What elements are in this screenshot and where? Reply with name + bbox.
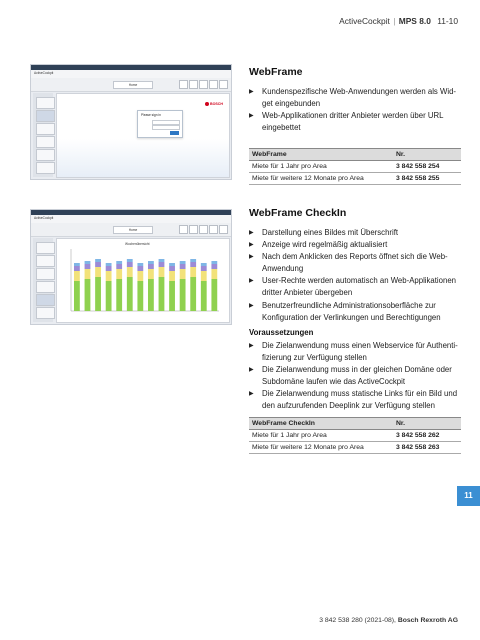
chart-bar-segment <box>95 262 101 267</box>
stacked-bar-chart <box>65 247 223 319</box>
chart-bar-segment <box>211 279 217 311</box>
toolbar-icon <box>209 225 218 234</box>
sidebar-thumbnail <box>36 294 55 306</box>
chart-bar-segment <box>148 279 154 311</box>
bullet-item: ▶ Anzeige wird regelmäßig aktualisiert <box>249 239 461 251</box>
table-header-row <box>249 149 461 161</box>
chart-bar-segment <box>137 266 143 271</box>
section-title-webframe-checkin: WebFrame CheckIn <box>249 207 347 219</box>
chart-bar-segment <box>85 269 91 279</box>
login-field <box>152 125 180 130</box>
chart-bar-segment <box>95 259 101 262</box>
toolbar-icon <box>219 80 228 89</box>
footer <box>319 617 458 624</box>
screenshot-sidebar <box>33 238 53 322</box>
chart-bar-segment <box>116 269 122 279</box>
chart-bar-segment <box>127 259 133 262</box>
chart-bar-segment <box>127 277 133 311</box>
table-cell: Miete für weitere 12 Monate pro Area <box>249 173 393 185</box>
chart-bar-segment <box>116 264 122 269</box>
chart-bar-segment <box>106 266 112 271</box>
sidebar-thumbnail <box>36 281 55 293</box>
table-row <box>249 430 461 442</box>
bullet-item: ▶ Darstellung eines Bildes mit Überschrift <box>249 227 461 239</box>
chart-bar-segment <box>159 259 165 262</box>
table-cell: 3 842 558 263 <box>393 442 461 454</box>
prerequisites-title: Voraussetzungen <box>249 328 314 337</box>
sidebar-thumbnail <box>36 307 55 319</box>
toolbar-icon <box>209 80 218 89</box>
chart-bar-segment <box>137 271 143 281</box>
chart-bar-segment <box>106 263 112 266</box>
table-header-cell: WebFrame CheckIn <box>249 418 393 430</box>
screenshot-sidebar <box>33 93 53 177</box>
bullet-item: ▶ Die Zielanwendung muss einen Webservice für Authenti- fizierung zur Verfügung stellen <box>249 340 461 364</box>
toolbar-icon <box>179 80 188 89</box>
chart-bar-segment <box>148 264 154 269</box>
chart-bar-segment <box>159 262 165 267</box>
sidebar-thumbnail <box>36 110 55 122</box>
chart-bar-segment <box>169 271 175 281</box>
screenshot-main-area <box>56 238 230 323</box>
section-title-webframe: WebFrame <box>249 66 303 78</box>
bullet-list-webframe-checkin <box>249 227 461 324</box>
chart-bar-segment <box>106 281 112 311</box>
prerequisites-list <box>249 340 461 413</box>
header-product: ActiveCockpit <box>339 16 390 26</box>
chart-bar-segment <box>148 261 154 264</box>
table-cell: Miete für weitere 12 Monate pro Area <box>249 442 393 454</box>
chart-bar-segment <box>85 261 91 264</box>
login-button <box>170 131 179 135</box>
chart-bar-segment <box>74 281 80 311</box>
toolbar-icon <box>219 225 228 234</box>
chart-bar-segment <box>180 264 186 269</box>
table-header-row <box>249 418 461 430</box>
table-header-cell: WebFrame <box>249 149 393 161</box>
chart-bar-segment <box>74 266 80 271</box>
bullet-item: ▶ Die Zielanwendung muss in der gleichen Domäne oder Subdomäne laufen wie das ActiveCockpit <box>249 364 461 388</box>
sidebar-thumbnail <box>36 162 55 174</box>
chart-bar-segment <box>159 277 165 311</box>
chart-bar-segment <box>95 277 101 311</box>
screenshot-tab-home: Home <box>113 81 153 89</box>
screenshot-tab-home: Home <box>113 226 153 234</box>
chart-bar-segment <box>137 263 143 266</box>
table-row <box>249 442 461 454</box>
toolbar-icon <box>189 225 198 234</box>
chapter-tab: 11 <box>457 486 480 506</box>
header-version: MPS 8.0 <box>398 16 431 26</box>
screenshot-webframe <box>30 64 232 180</box>
chart-bar-segment <box>180 279 186 311</box>
sidebar-thumbnail <box>36 149 55 161</box>
sidebar-thumbnail <box>36 242 55 254</box>
table-cell: 3 842 558 255 <box>393 173 461 185</box>
chart-caption: Wochenübersicht <box>125 242 150 246</box>
chart-bar-segment <box>74 263 80 266</box>
chart-bar-segment <box>127 262 133 267</box>
chart-bar-segment <box>85 279 91 311</box>
screenshot-main-area <box>56 93 230 178</box>
bullet-list-webframe <box>249 86 461 134</box>
chart-bar-segment <box>180 261 186 264</box>
sidebar-thumbnail <box>36 97 55 109</box>
chart-bar-segment <box>106 271 112 281</box>
product-table-webframe-checkin <box>249 417 461 454</box>
chart-bar-segment <box>190 277 196 311</box>
screenshot-app-label: ActiveCockpit <box>34 71 54 75</box>
table-cell: 3 842 558 254 <box>393 161 461 173</box>
table-cell: 3 842 558 262 <box>393 430 461 442</box>
login-title: Please sign in <box>141 113 161 117</box>
table-cell: Miete für 1 Jahr pro Area <box>249 161 393 173</box>
bullet-item: ▶ Die Zielanwendung muss statische Links für ein Bild und den aufzurufenden Deeplink zur Verfügung stellen <box>249 388 461 412</box>
sidebar-thumbnail <box>36 136 55 148</box>
toolbar-icon <box>199 80 208 89</box>
footer-doc-number: 3 842 538 280 (2021-08), <box>319 617 396 624</box>
bosch-logo-icon <box>205 102 209 106</box>
chart-bar-segment <box>211 264 217 269</box>
chart-bar-segment <box>85 264 91 269</box>
table-header-cell: Nr. <box>393 418 461 430</box>
bullet-item: ▶ Benutzerfreundliche Administrationsoberfläche zur Konfiguration der Verlinkungen und Berechtigungen <box>249 300 461 324</box>
bullet-item: ▶ Web-Applikationen dritter Anbieter werden über URL eingebettet <box>249 110 461 134</box>
logo-text: BOSCH <box>210 102 223 106</box>
table-cell: Miete für 1 Jahr pro Area <box>249 430 393 442</box>
header-page-ref: 11-10 <box>437 16 458 26</box>
running-header <box>339 16 458 26</box>
chart-bar-segment <box>201 281 207 311</box>
screenshot-toolbar <box>31 78 231 92</box>
chart-bar-segment <box>95 267 101 277</box>
chart-bar-segment <box>169 266 175 271</box>
login-dialog <box>137 110 183 138</box>
sidebar-thumbnail <box>36 123 55 135</box>
chart-bar-segment <box>190 267 196 277</box>
chart-bar-segment <box>201 266 207 271</box>
chart-bar-segment <box>211 269 217 279</box>
chart-bar-segment <box>116 261 122 264</box>
chart-bar-segment <box>201 263 207 266</box>
screenshot-toolbar <box>31 223 231 237</box>
chart-bar-segment <box>74 271 80 281</box>
sidebar-thumbnail <box>36 268 55 280</box>
toolbar-icon <box>189 80 198 89</box>
table-header-cell: Nr. <box>393 149 461 161</box>
header-separator: | <box>393 16 396 26</box>
chart-bar-segment <box>169 281 175 311</box>
screenshot-background <box>57 139 229 177</box>
chart-bar-segment <box>116 279 122 311</box>
chart-bar-segment <box>190 262 196 267</box>
table-row <box>249 173 461 185</box>
bullet-item: ▶ Kundenspezifische Web-Anwendungen werden als Wid- get eingebunden <box>249 86 461 110</box>
bosch-logo <box>205 102 223 106</box>
chart-bar-segment <box>180 269 186 279</box>
screenshot-app-label: ActiveCockpit <box>34 216 54 220</box>
chart-bar-segment <box>127 267 133 277</box>
sidebar-thumbnail <box>36 255 55 267</box>
chart-bar-segment <box>169 263 175 266</box>
chart-bar-segment <box>148 269 154 279</box>
bullet-item: ▶ Nach dem Anklicken des Reports öffnet sich die Web- Anwendung <box>249 251 461 275</box>
footer-company: Bosch Rexroth AG <box>397 617 458 624</box>
bullet-item: ▶ User-Rechte werden automatisch an Web-Applikationen dritter Anbieter übergeben <box>249 275 461 299</box>
chart-bar-segment <box>159 267 165 277</box>
toolbar-icon <box>179 225 188 234</box>
toolbar-icon <box>199 225 208 234</box>
table-row <box>249 161 461 173</box>
chart-bar-segment <box>137 281 143 311</box>
product-table-webframe <box>249 148 461 185</box>
chart-bar-segment <box>201 271 207 281</box>
chart-bar-segment <box>211 261 217 264</box>
screenshot-webframe-checkin <box>30 209 232 325</box>
chart-bar-segment <box>190 259 196 262</box>
